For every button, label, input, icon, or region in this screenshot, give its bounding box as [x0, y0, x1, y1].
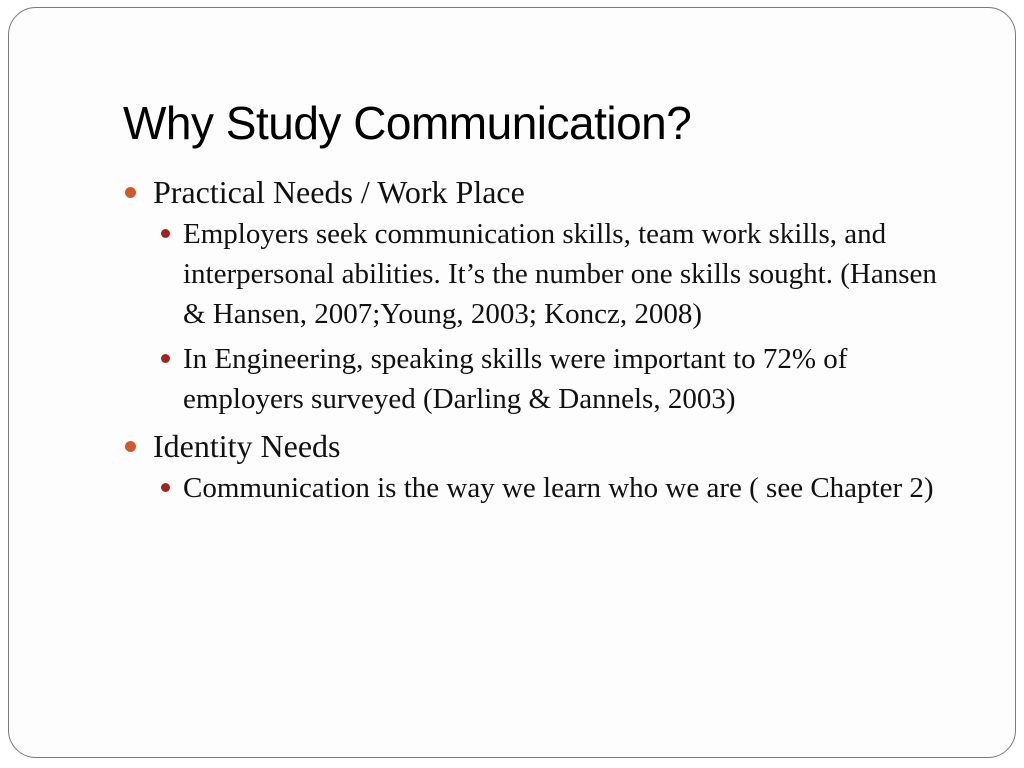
slide-content	[123, 172, 943, 513]
sub-bullet-text: Communication is the way we learn who we are ( see Chapter 2)	[183, 472, 934, 504]
sub-bullet-dot-icon	[161, 354, 170, 363]
bullet-practical-needs	[123, 172, 943, 212]
sub-bullet-text: Employers seek communication skills, team work skills, and interpersonal abilities. It’s the number one skills sought. (Hansen & Hansen, 2007;Young, 2003; Koncz, 2008)	[183, 218, 937, 330]
slide-frame	[8, 7, 1016, 758]
bullet-dot-icon	[125, 441, 136, 452]
sub-bullet-dot-icon	[161, 483, 170, 492]
sub-bullet-engineering	[153, 339, 943, 419]
sub-bullet-text: In Engineering, speaking skills were important to 72% of employers surveyed (Darling & Dannels, 2003)	[183, 343, 848, 415]
bullet-dot-icon	[125, 187, 136, 198]
sub-bullet-identity	[153, 468, 943, 508]
bullet-heading: Practical Needs / Work Place	[153, 174, 525, 210]
sub-bullet-employers	[153, 214, 943, 334]
bullet-identity-needs	[123, 426, 943, 466]
sub-bullet-dot-icon	[161, 229, 170, 238]
bullet-heading: Identity Needs	[153, 428, 341, 464]
slide-title: Why Study Communication?	[123, 97, 692, 149]
